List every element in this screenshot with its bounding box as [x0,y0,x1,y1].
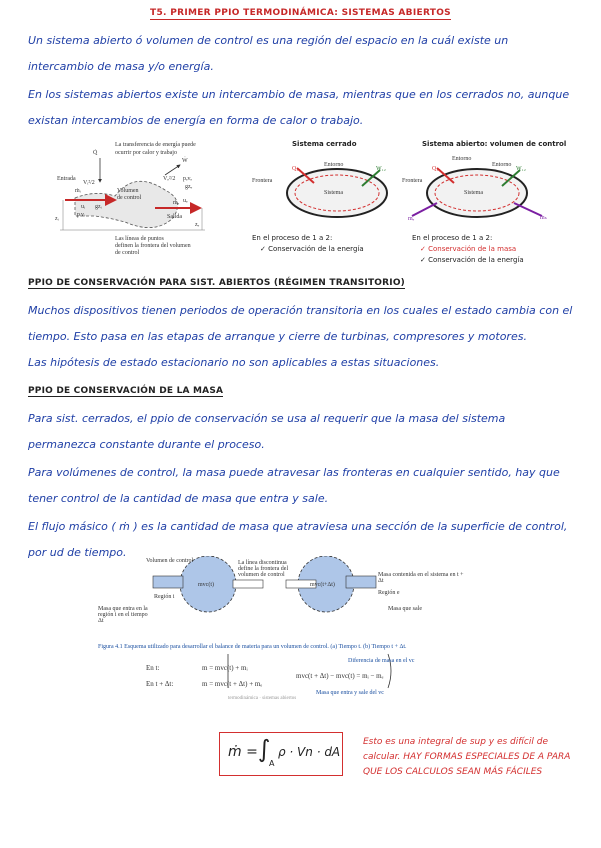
fig1-label-entrada: Entrada [57,176,76,182]
fig1-symbol-zi: zᵢ [55,216,59,222]
formula-lhs: ṁ = [228,744,258,760]
closed-system-title: Sistema cerrado [292,140,357,148]
figure-control-volume-schematic [55,140,210,268]
open-check-energy: ✓ Conservación de la energía [420,256,524,264]
section2-paragraph-2: Para volúmenes de control, la masa puede atravesar las fronteras en cualquier sentido, hay que tener control de la cantidad de masa que entra y sale. [28,466,560,505]
fig1-symbol-ve: Vₑ²/2 [163,176,176,182]
closed-label-frontera: Frontera [252,178,273,184]
fig3-label-region-e: Región e [378,590,400,596]
section2-paragraph-1: Para sist. cerrados, el ppio de conservación se usa al requerir que la masa del sistema permanezca constante durante el proceso. [28,412,506,451]
section1-heading: PPIO DE CONSERVACIÓN PARA SIST. ABIERTOS (RÉGIMEN TRANSITORIO) [28,278,405,288]
closed-label-entorno: Entorno [324,162,344,168]
open-caption: En el proceso de 1 a 2: [412,234,493,242]
fig3-balance-eq: mvc(t + Δt) − mvc(t) = mᵢ − mₑ [296,672,384,680]
fig3-label-dashed-line: La línea discontinua define la frontera del volumen de control [238,560,289,578]
fig3-label-mass-out: Masa que sale [388,606,422,612]
fig1-symbol-mi: ṁᵢ [75,188,81,194]
fig1-symbol-ze: zₑ [195,222,200,228]
closed-check: ✓ Conservación de la energía [260,245,364,253]
fig3-label-mass-in: Masa que entra en la región i en el tiempo Δt [98,606,148,624]
fig1-label-dotted-2: definen la frontera del volumen [115,243,191,249]
fig3-label-region-i: Región i [154,594,175,600]
open-flow-w: W₁₂ [516,166,526,172]
fig3-eq-dt-label: En t + Δt: [146,680,174,688]
fig1-label-transfer-1: La transferencia de energía puede [115,142,196,148]
integral-note: Esto es una integral de sup y es difícil de calcular. HAY FORMAS ESPECIALES DE A PARA QUE LOS CALCULOS SEAN MÁS FÁCILES [363,737,571,777]
fig1-symbol-peve: pₑvₑ [183,176,193,182]
fig3-label-mass-system: Masa contenida en el sistema en t + Δt [378,572,464,584]
fig1-symbol-ue: uₑ [183,198,188,204]
figure-mass-balance [98,556,470,704]
fig1-label-dotted-1: Las líneas de puntos [115,236,164,242]
formula-integral-sign: ∫ [258,735,271,763]
fig3-label-mvc-t: mvc(t) [198,582,214,588]
fig3-eq-t-label: En t: [146,664,160,672]
formula-rhs: ρ · Vn · dA [278,745,341,759]
fig3-footer: termodinámica · sistemas abiertos [228,696,297,701]
intro-paragraph-1: Un sistema abierto ó volumen de control es una región del espacio en la cuál existe un intercambio de masa y/o energía. [28,34,509,73]
section1-paragraph-1: Muchos dispositivos tienen periodos de operación transitoria en los cuales el estado cambia con el tiempo. Esto pasa en las etapas de arranque y cierre de turbinas, compresores y motores. [28,304,573,343]
open-system-title: Sistema abierto: volumen de control [422,140,567,148]
mass-flow-formula-box [219,732,343,776]
fig1-symbol-gze: gzₑ [185,184,193,190]
formula-integral-domain: A [269,759,275,768]
fig1-symbol-ui: uᵢ [81,204,85,210]
fig3-eq-dt: m = mvc(t + Δt) + mₑ [202,680,263,688]
open-flow-q: Q₁₂ [432,166,441,172]
fig1-symbol-gzi: gzᵢ [95,204,102,210]
fig1-label-control: de control [117,195,142,201]
fig3-eq-t: m = mvc(t) + mᵢ [202,664,248,672]
fig3-label-mvc-dt: mvc(t+Δt) [310,582,335,588]
section1-paragraph-2: Las hipótesis de estado estacionario no son aplicables a estas situaciones. [28,356,440,369]
fig1-label-transfer-2: ocurrir por calor y trabajo [115,150,177,156]
closed-caption: En el proceso de 1 a 2: [252,234,333,242]
closed-label-sistema: Sistema [324,190,343,196]
open-label-sistema: Sistema [464,190,483,196]
fig3-label-volume: Volumen de control [146,558,194,564]
open-label-frontera: Frontera [402,178,423,184]
open-check-mass: ✓ Conservación de la masa [420,245,517,253]
fig1-symbol-w: Ẇ [182,158,188,164]
open-flow-me: mₑ [408,216,415,222]
fig3-balance-top-note: Diferencia de masa en el vc [348,658,415,664]
open-label-entorno-2: Entorno [492,162,512,168]
fig1-symbol-me: ṁₑ [173,200,180,206]
fig1-symbol-vi: Vᵢ²/2 [83,180,95,186]
fig1-label-dotted-3: de control [115,250,140,256]
fig1-symbol-pivi: pᵢvᵢ [77,212,85,218]
fig1-label-volume: Volumen [117,188,139,194]
figure-closed-vs-open [252,138,577,270]
open-flow-ms: mₛ [540,215,547,221]
closed-flow-w: W₁₂ [376,166,386,172]
intro-paragraph-2: En los sistemas abiertos existe un intercambio de masa, mientras que en los cerrados no, aunque existan intercambios de energía en forma de calor o trabajo. [28,88,570,127]
section2-heading: PPIO DE CONSERVACIÓN DE LA MASA [28,386,224,396]
page-title: T5. PRIMER PPIO TERMODINÁMICA: SISTEMAS ABIERTOS [150,8,451,18]
fig1-label-salida: Salida [167,214,182,220]
open-label-entorno-1: Entorno [452,156,472,162]
fig3-caption: Figura 4.1 Esquema utilizado para desarrollar el balance de materia para un volumen de control. (a) Tiempo t. (b) Tiempo t + Δt. [98,644,407,650]
section2-paragraph-3: El flujo másico ( ṁ ) es la cantidad de masa que atraviesa una sección de la superficie de control, por ud de tiempo. [28,520,568,559]
fig3-balance-bottom-note: Masa que entra y sale del vc [316,690,384,696]
fig1-symbol-q: Q̇ [93,150,98,156]
closed-flow-q: Q₁₂ [292,166,301,172]
